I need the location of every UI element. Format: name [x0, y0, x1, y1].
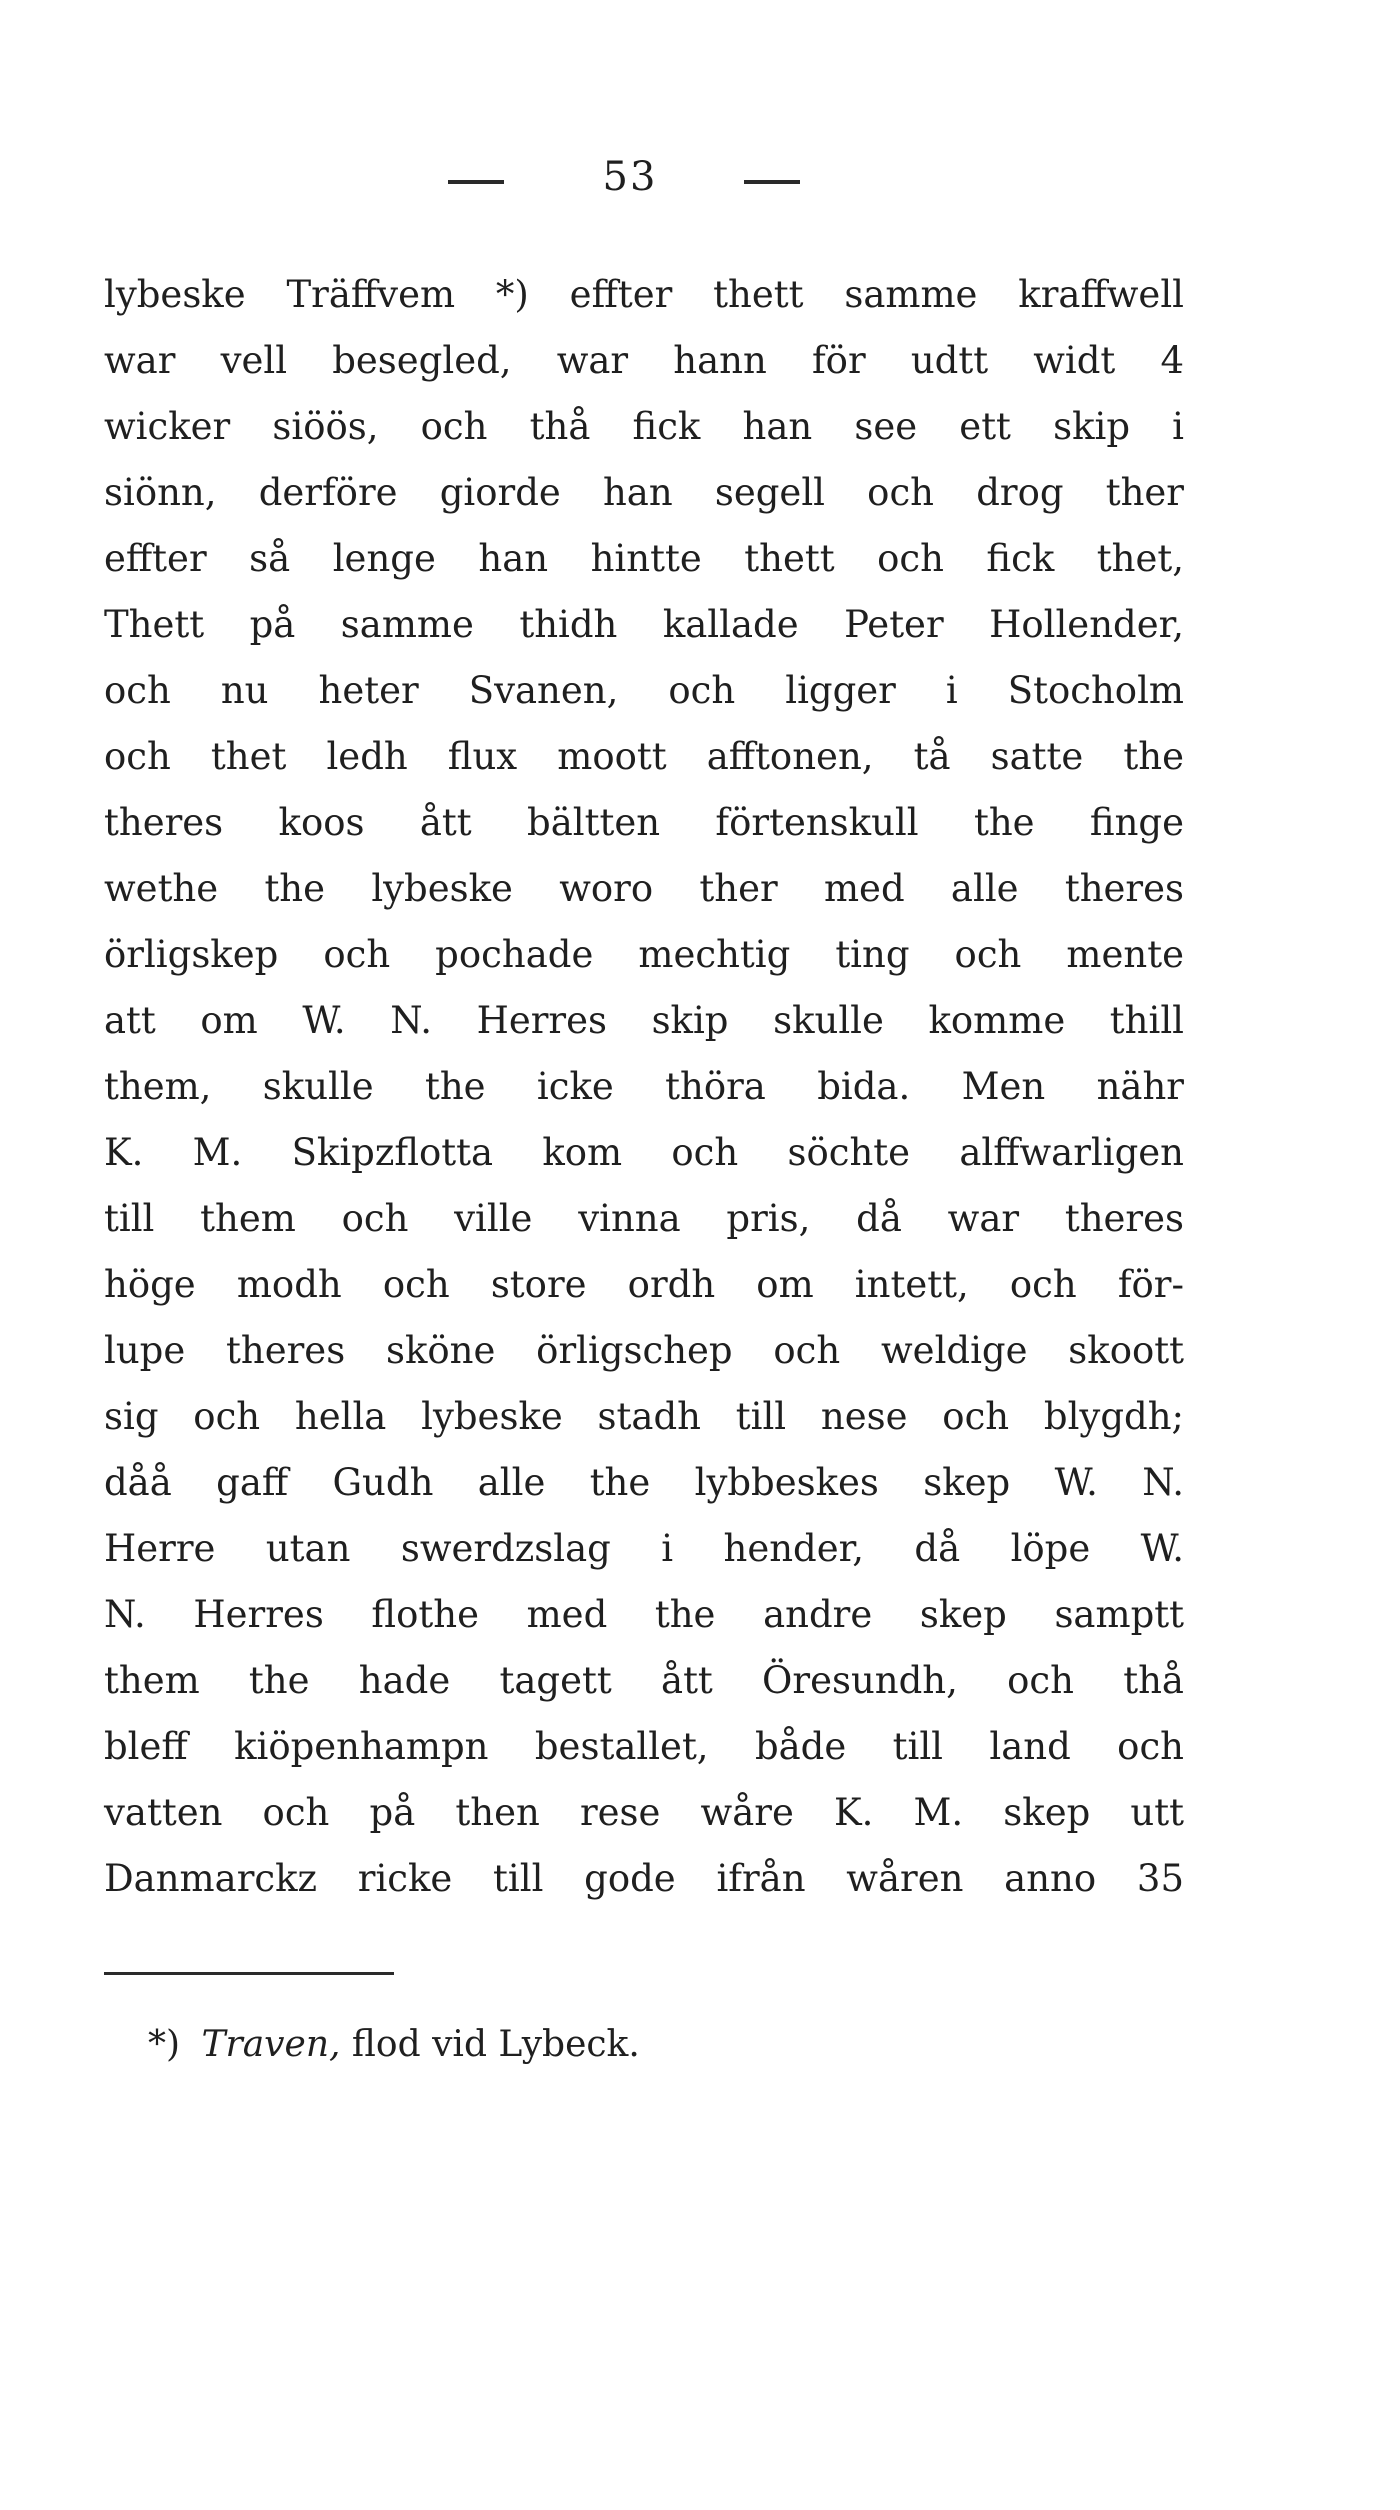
text-line: Herre utan swerdzslag i hender, då löpe W.: [104, 1527, 1184, 1570]
footnote-mark: *): [148, 2024, 181, 2065]
text-line: effter så lenge han hintte thett och fick thet,: [104, 537, 1184, 580]
text-line: war vell besegled, war hann för udtt widt 4: [104, 339, 1184, 382]
text-line: theres koos ått bältten förtenskull the finge: [104, 801, 1184, 844]
page-number: 53: [602, 154, 658, 200]
text-line: wethe the lybeske woro ther med alle theres: [104, 867, 1184, 910]
page-header: [0, 150, 1400, 210]
text-line: örligskep och pochade mechtig ting och mente: [104, 933, 1184, 976]
header-dash-left: [448, 180, 504, 184]
text-line: Thett på samme thidh kallade Peter Hollender,: [104, 603, 1184, 646]
text-line: sig och hella lybeske stadh till nese och blygdh;: [104, 1395, 1184, 1438]
footnote: [148, 2020, 640, 2070]
text-line: och thet ledh flux moott afftonen, tå satte the: [104, 735, 1184, 778]
text-line: them, skulle the icke thöra bida. Men nähr: [104, 1065, 1184, 1108]
text-line: bleff kiöpenhampn bestallet, både till land och: [104, 1725, 1184, 1768]
text-line: N. Herres flothe med the andre skep samptt: [104, 1593, 1184, 1636]
text-line: lupe theres sköne örligschep och weldige skoott: [104, 1329, 1184, 1372]
text-line: lybeske Träffvem *) effter thett samme kraffwell: [104, 273, 1184, 316]
footnote-term: Traven,: [201, 2024, 341, 2065]
text-line: siönn, derföre giorde han segell och drog ther: [104, 471, 1184, 514]
footnote-rule: [104, 1972, 394, 1975]
text-line: till them och ville vinna pris, då war theres: [104, 1197, 1184, 1240]
text-line: Danmarckz ricke till gode ifrån wåren anno 35: [104, 1857, 1184, 1900]
footnote-text: flod vid Lybeck.: [351, 2024, 640, 2065]
text-line: K. M. Skipzflotta kom och söchte alffwarligen: [104, 1131, 1184, 1174]
text-line: dåå gaff Gudh alle the lybbeskes skep W. N.: [104, 1461, 1184, 1504]
header-dash-right: [744, 180, 800, 184]
text-line: wicker siöös, och thå fick han see ett skip i: [104, 405, 1184, 448]
text-line: them the hade tagett ått Öresundh, och thå: [104, 1659, 1184, 1702]
text-line: och nu heter Svanen, och ligger i Stocholm: [104, 669, 1184, 712]
text-line: höge modh och store ordh om intett, och för-: [104, 1263, 1184, 1306]
body-text: [104, 262, 1184, 1912]
text-line: att om W. N. Herres skip skulle komme thill: [104, 999, 1184, 1042]
text-line: vatten och på then rese wåre K. M. skep utt: [104, 1791, 1184, 1834]
